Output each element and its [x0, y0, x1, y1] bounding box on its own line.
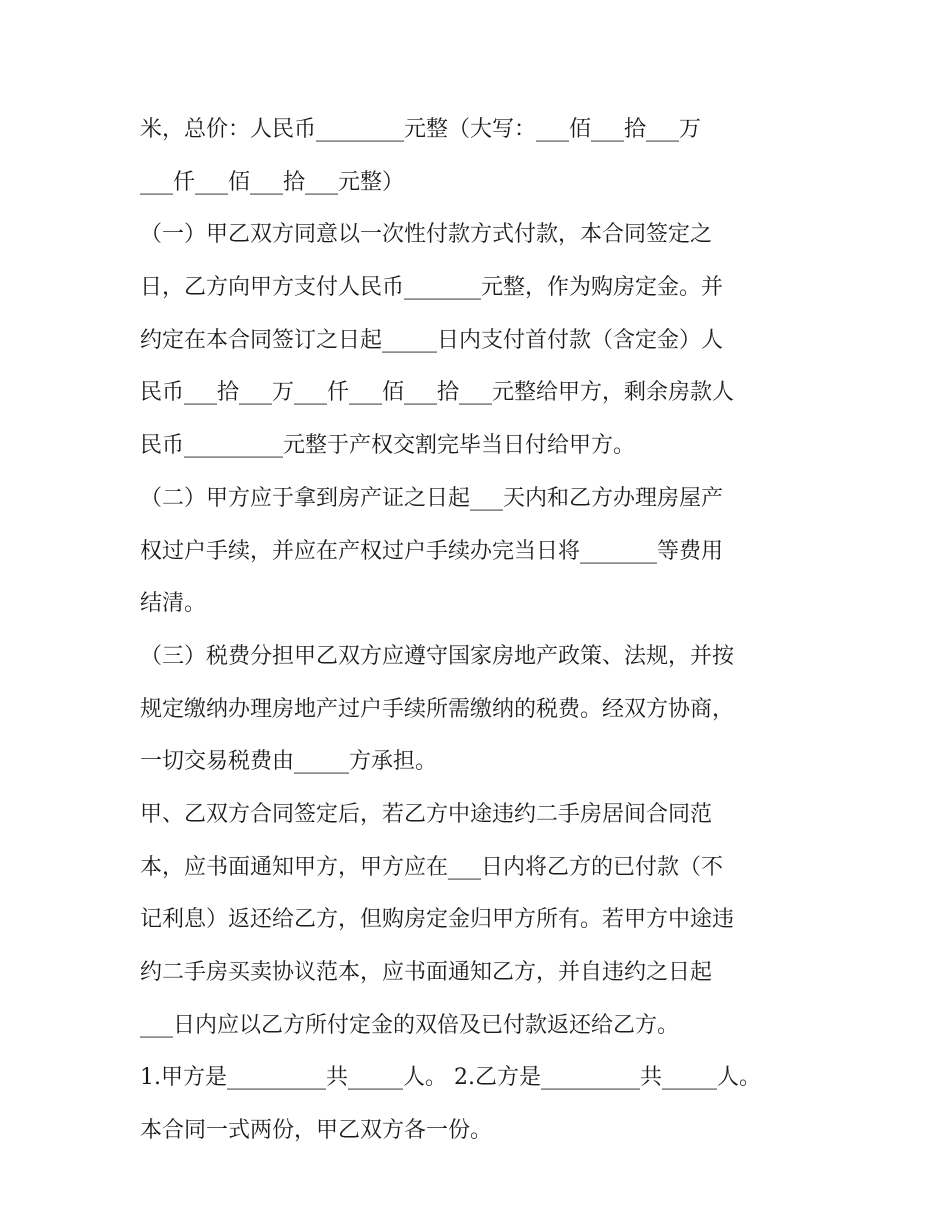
text-line: 民币___拾___万___仟___佰___拾___元整给甲方，剩余房款人: [140, 380, 735, 406]
text-line: ___仟___佰___拾___元整）: [140, 169, 405, 195]
text-line: 本合同一式两份，甲乙双方各一份。: [140, 1118, 493, 1144]
text-line: 记利息）返还给乙方，但购房定金归甲方所有。若甲方中途违: [140, 907, 735, 933]
text-line: 一切交易税费由_____方承担。: [140, 749, 438, 775]
text-line: ___日内应以乙方所付定金的双倍及已付款返还给乙方。: [140, 1012, 680, 1038]
text-line: 结清。: [140, 591, 207, 617]
text-line: 甲、乙双方合同签定后，若乙方中途违约二手房居间合同范: [140, 801, 713, 827]
text-line: 规定缴纳办理房地产过户手续所需缴纳的税费。经双方协商，: [140, 696, 735, 722]
text-line: 米，总价：人民币________元整（大写：___佰___拾___万: [140, 117, 702, 142]
contract-body: [140, 104, 830, 1158]
text-line: （三）税费分担甲乙双方应遵守国家房地产政策、法规，并按: [140, 643, 735, 669]
text-line: 民币_________元整于产权交割完毕当日付给甲方。: [140, 433, 636, 459]
text-line: 1.甲方是_________共_____人。 2.乙方是_________共_____人。: [140, 1065, 761, 1091]
text-line: 约定在本合同签订之日起_____日内支付首付款（含定金）人: [140, 327, 724, 353]
text-line: 本，应书面通知甲方，甲方应在___日内将乙方的已付款（不: [140, 854, 724, 880]
text-line: 约二手房买卖协议范本，应书面通知乙方，并自违约之日起: [140, 960, 713, 985]
text-line: 日，乙方向甲方支付人民币_______元整，作为购房定金。并: [140, 275, 724, 301]
text-line: （二）甲方应于拿到房产证之日起___天内和乙方办理房屋产: [140, 485, 724, 511]
text-line: 权过户手续，并应在产权过户手续办完当日将_______等费用: [140, 538, 724, 564]
text-line: （一）甲乙双方同意以一次性付款方式付款，本合同签定之: [140, 222, 713, 248]
